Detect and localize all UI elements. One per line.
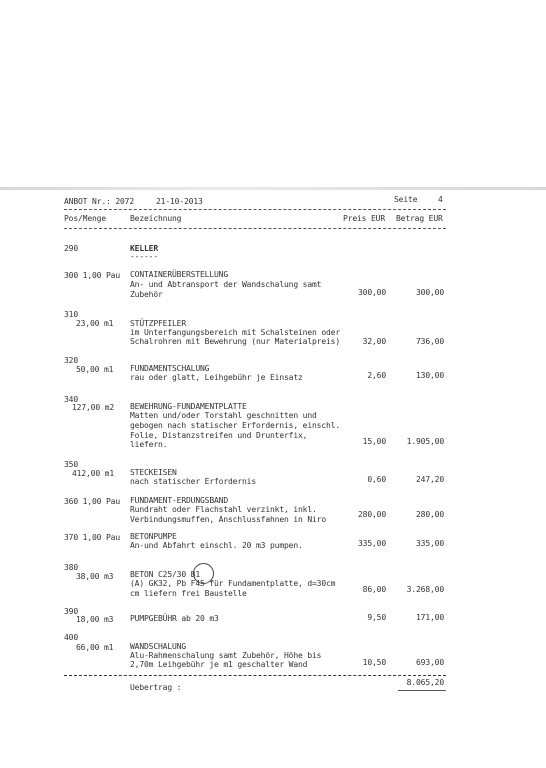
item-qty: 66,00 m1: [76, 643, 114, 652]
item-title: CONTAINERÜBERSTELLUNG: [130, 270, 228, 279]
doc-date: 21-10-2013: [156, 197, 203, 206]
item-qty: 412,00 m1: [72, 469, 114, 478]
item-pos: 360 1,00 Pau: [64, 497, 120, 506]
item-price: 86,00: [362, 585, 386, 594]
item-price: 32,00: [362, 337, 386, 346]
item-price: 335,00: [358, 539, 386, 548]
item-desc-line: gebogen nach statischer Erfordernis, einschl.: [130, 421, 340, 430]
item-price: 0,60: [367, 475, 386, 484]
item-desc-line: im Unterfangungsbereich mit Schalsteinen oder: [130, 328, 340, 337]
item-desc-line: An-und Abfahrt einschl. 20 m3 pumpen.: [130, 541, 303, 550]
item-price: 280,00: [358, 510, 386, 519]
item-pos: 400: [64, 633, 78, 642]
item-qty: 50,00 m1: [76, 365, 114, 374]
col-price-header: Preis EUR: [343, 214, 385, 223]
item-price: 300,00: [358, 288, 386, 297]
item-pos: 320: [64, 356, 78, 365]
item-title: BETONPUMPE: [130, 532, 177, 541]
item-desc-line: (A) GK32, Pb F45 für Fundamentplatte, d=30cm: [130, 579, 336, 588]
item-qty: 18,00 m3: [76, 615, 114, 624]
item-amount: 736,00: [416, 337, 444, 346]
item-desc-line: liefern.: [130, 440, 168, 449]
scan-edge: [0, 187, 546, 190]
item-pos: 390: [64, 607, 78, 616]
item-amount: 335,00: [416, 539, 444, 548]
section-underline: ------: [130, 252, 158, 261]
item-amount: 1.905,00: [406, 437, 444, 446]
col-amount-header: Betrag EUR: [396, 214, 443, 223]
item-pos: 340: [64, 395, 78, 404]
item-amount: 693,00: [416, 658, 444, 667]
footer-divider: [64, 675, 446, 676]
item-desc-line: Matten und/oder Torstahl geschnitten und: [130, 411, 317, 420]
item-amount: 247,20: [416, 475, 444, 484]
section-title: KELLER: [130, 244, 158, 253]
item-title: WANDSCHALUNG: [130, 642, 186, 651]
column-divider: [64, 228, 446, 229]
item-desc-line: cm liefern frei Baustelle: [130, 589, 247, 598]
item-title: BETON C25/30 B1: [130, 570, 200, 579]
carry-over-amount: 8.065,20: [406, 678, 444, 687]
section-pos: 290: [64, 244, 78, 253]
item-desc-line: nach statischer Erfordernis: [130, 477, 256, 486]
item-desc-line: Rundraht oder Flachstahl verzinkt, inkl.: [130, 505, 317, 514]
item-pos: 310: [64, 310, 78, 319]
item-desc-line: 2,70m Leihgebühr je m1 geschalter Wand: [130, 660, 308, 669]
item-pos: 370 1,00 Pau: [64, 533, 120, 542]
item-title: PUMPGEBÜHR ab 20 m3: [130, 614, 219, 623]
item-price: 10,50: [362, 658, 386, 667]
item-title: FUNDAMENTSCHALUNG: [130, 364, 210, 373]
page-number: 4: [438, 195, 443, 204]
item-price: 9,50: [367, 613, 386, 622]
item-amount: 171,00: [416, 613, 444, 622]
item-price: 15,00: [362, 437, 386, 446]
page-label: Seite: [394, 195, 418, 204]
col-pos-header: Pos/Menge: [64, 214, 106, 223]
item-amount: 3.268,00: [406, 585, 444, 594]
item-desc-line: Verbindungsmuffen, Anschlussfahnen in Niro: [130, 515, 326, 524]
col-desc-header: Bezeichnung: [130, 214, 182, 223]
item-title: BEWEHRUNG-FUNDAMENTPLATTE: [130, 402, 247, 411]
item-pos: 350: [64, 460, 78, 469]
item-title: FUNDAMENT-ERDUNGSBAND: [130, 496, 228, 505]
item-title: STÜTZPFEILER: [130, 319, 186, 328]
item-desc-line: Schalrohren mit Bewehrung (nur Materialpreis): [130, 337, 340, 346]
item-pos: 380: [64, 563, 78, 572]
item-amount: 130,00: [416, 371, 444, 380]
item-desc-line: rau oder glatt, Leihgebühr je Einsatz: [130, 373, 303, 382]
item-amount: 300,00: [416, 288, 444, 297]
item-pos: 300 1,00 Pau: [64, 271, 120, 280]
item-qty: 38,00 m3: [76, 572, 114, 581]
item-desc-line: An- und Abtransport der Wandschalung samt: [130, 280, 322, 289]
item-title: STECKEISEN: [130, 468, 177, 477]
item-desc-line: Zubehör: [130, 290, 163, 299]
item-amount: 280,00: [416, 510, 444, 519]
doc-number: ANBOT Nr.: 2072: [64, 197, 134, 206]
item-price: 2,60: [367, 371, 386, 380]
item-desc-line: Folie, Distanzstreifen und Drunterfix,: [130, 431, 308, 440]
item-desc-line: Alu-Rahmenschalung samt Zubehör, Höhe bis: [130, 651, 322, 660]
carry-over-label: Uebertrag :: [130, 683, 182, 692]
header-divider: [64, 209, 446, 210]
item-qty: 127,00 m2: [72, 403, 114, 412]
total-underline: [398, 690, 446, 691]
item-qty: 23,00 m1: [76, 319, 114, 328]
